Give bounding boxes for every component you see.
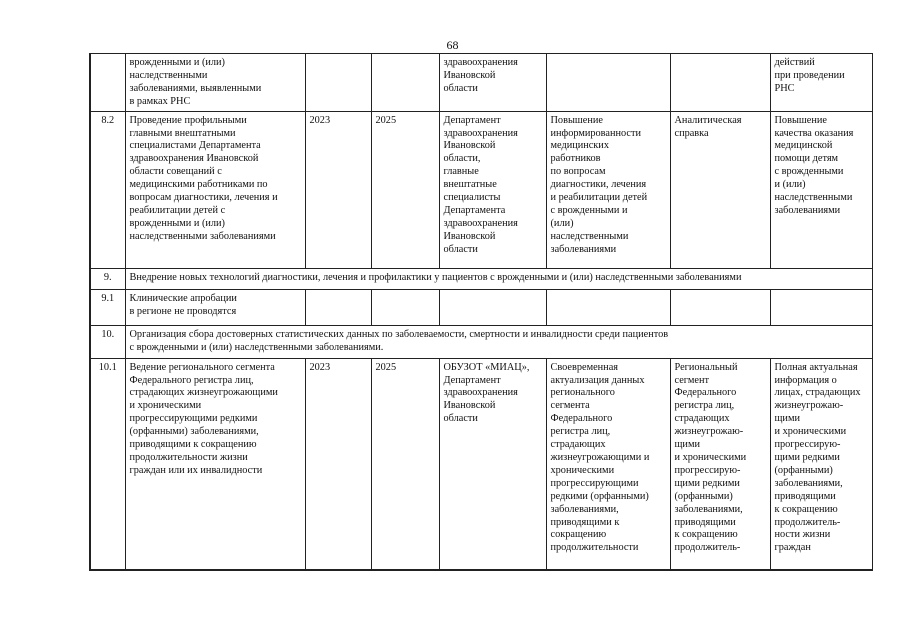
end-year (371, 54, 439, 112)
expected-result: Повышение информированности медицинских работников по вопросам диагностики, лечения и реабилитации детей с врожденными и (или) наследственными заболеваниями (546, 111, 670, 268)
indicator: действий при проведении РНС (770, 54, 872, 112)
measure-name: Клинические апробации в регионе не проводятся (125, 289, 305, 325)
start-year (305, 54, 371, 112)
row-number: 9. (90, 268, 125, 289)
responsible: ОБУЗОТ «МИАЦ», Департамент здравоохранения Ивановской области (439, 358, 546, 570)
expected-result (546, 54, 670, 112)
row-number: 8.2 (90, 111, 125, 268)
end-year: 2025 (371, 111, 439, 268)
completion-document (670, 54, 770, 112)
start-year: 2023 (305, 111, 371, 268)
measure-name: врожденными и (или) наследственными заболеваниями, выявленными в рамках РНС (125, 54, 305, 112)
start-year (305, 289, 371, 325)
table-row (90, 289, 872, 325)
section-row (90, 325, 872, 358)
end-year: 2025 (371, 358, 439, 570)
table-row (90, 358, 872, 570)
section-row (90, 268, 872, 289)
responsible: Департамент здравоохранения Ивановской области, главные внештатные специалисты Департамента здравоохранения Ивановской области (439, 111, 546, 268)
indicator: Повышение качества оказания медицинской помощи детям с врожденными и (или) наследственными заболеваниями (770, 111, 872, 268)
measures-table (89, 53, 873, 571)
indicator (770, 289, 872, 325)
measure-name: Проведение профильными главными внештатными специалистами Департамента здравоохранения Ивановской области совещаний с медицинскими работниками по вопросам диагностики, лечения и реабилитации детей с врожденными и (или) наследственными заболеваниями (125, 111, 305, 268)
responsible: здравоохранения Ивановской области (439, 54, 546, 112)
measure-name: Ведение регионального сегмента Федерального регистра лиц, страдающих жизнеугрожающими и хроническими прогрессирующими редкими (орфанными) заболеваниями, приводящими к сокращению продолжительности жизни граждан или их инвалидности (125, 358, 305, 570)
row-number (90, 54, 125, 112)
indicator: Полная актуальная информация о лицах, страдающих жизнеугрожаю- щими и хроническими прогрессирую- щими редкими (орфанными) заболеваниями, приводящими к сокращению продолжитель- ности жизни граждан (770, 358, 872, 570)
row-number: 9.1 (90, 289, 125, 325)
table-row (90, 111, 872, 268)
end-year (371, 289, 439, 325)
table-row (90, 54, 872, 112)
responsible (439, 289, 546, 325)
start-year: 2023 (305, 358, 371, 570)
expected-result (546, 289, 670, 325)
section-title: Внедрение новых технологий диагностики, лечения и профилактики у пациентов с врожденными и (или) наследственными заболеваниями (125, 268, 872, 289)
row-number: 10. (90, 325, 125, 358)
completion-document: Региональный сегмент Федерального регистра лиц, страдающих жизнеугрожаю- щими и хроническими прогрессирую- щими редкими (орфанными) заболеваниями, приводящими к сокращению продолжитель- (670, 358, 770, 570)
page-number: 68 (446, 38, 459, 52)
section-title: Организация сбора достоверных статистических данных по заболеваемости, смертности и инвалидности среди пациентов с врожденными и (или) наследственными заболеваниями. (125, 325, 872, 358)
completion-document: Аналитическая справка (670, 111, 770, 268)
expected-result: Своевременная актуализация данных регионального сегмента Федерального регистра лиц, страдающих жизнеугрожающими и хроническими прогрессирующими редкими (орфанными) заболеваниями, приводящими к сокращению продолжительности (546, 358, 670, 570)
completion-document (670, 289, 770, 325)
row-number: 10.1 (90, 358, 125, 570)
